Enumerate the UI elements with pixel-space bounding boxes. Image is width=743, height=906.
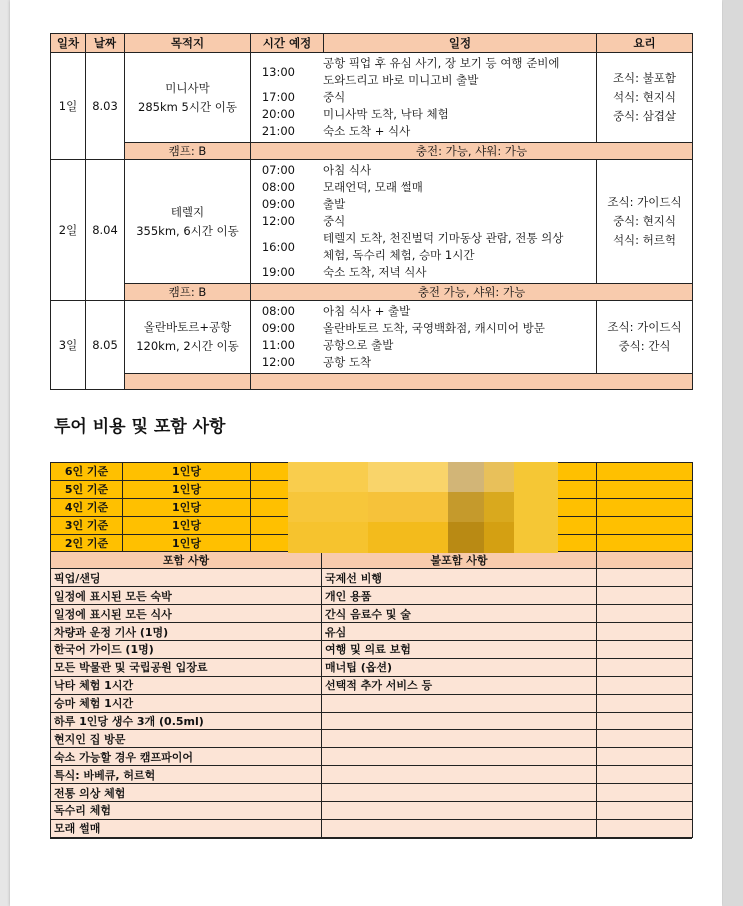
inclusion-row [51, 658, 693, 676]
camp-row [51, 284, 693, 301]
destination-name: 올란바토르+공항 [143, 320, 232, 334]
inclusion-row [51, 676, 693, 694]
schedule-time: 08:00 [261, 180, 295, 194]
blank-cell [251, 374, 693, 390]
schedule-time: 13:00 [261, 64, 295, 79]
destination-name: 미니사막 [165, 80, 210, 95]
schedule-line [251, 89, 596, 106]
excluded-item: 매너팁 (옵션) [322, 658, 597, 676]
schedule-line [251, 264, 596, 281]
header-day: 일차 [51, 34, 86, 53]
empty-cell [597, 730, 693, 748]
excluded-item: 선택적 추가 서비스 등 [322, 676, 597, 694]
schedule-time: 07:00 [261, 163, 295, 177]
price-basis: 3인 기준 [51, 516, 123, 534]
empty-cell [597, 676, 693, 694]
activity-text: 중식 [323, 214, 346, 228]
inclusion-row [51, 766, 693, 784]
destination-cell [125, 301, 251, 374]
price-unit: 1인당 [123, 534, 251, 552]
excluded-item [322, 694, 597, 712]
included-header: 포함 사항 [51, 552, 322, 569]
empty-cell [597, 569, 693, 587]
inclusion-row [51, 712, 693, 730]
schedule-time: 20:00 [261, 107, 295, 121]
schedule-line [251, 337, 596, 354]
inclusion-row [51, 605, 693, 623]
included-item: 현지인 집 방문 [51, 730, 322, 748]
activity-text: 올란바토르 도착, 국영백화점, 캐시미어 방문 [323, 321, 545, 335]
excluded-item [322, 712, 597, 730]
schedule-line [251, 303, 596, 320]
blank-row [51, 374, 693, 390]
header-meals: 요리 [597, 34, 693, 53]
itinerary-header-row [51, 34, 693, 53]
schedule-line [251, 354, 596, 371]
meal-item: 조식: 가이드식 [607, 195, 682, 209]
date-cell: 8.03 [86, 53, 125, 160]
schedule-time: 12:00 [261, 355, 295, 369]
blank-cell [125, 374, 251, 390]
inclusion-row [51, 587, 693, 605]
tour-cost-title: 투어 비용 및 포함 사항 [54, 417, 226, 437]
activity-text: 숙소 도착 + 식사 [323, 124, 411, 138]
meals-cell [597, 160, 693, 284]
inclusion-header-row [51, 552, 693, 569]
empty-cell [597, 748, 693, 766]
meal-item: 중식: 간식 [618, 339, 671, 353]
inclusion-row [51, 819, 693, 837]
day-cell: 3일 [51, 301, 86, 390]
schedule-line [251, 106, 596, 123]
empty-cell [597, 712, 693, 730]
header-time: 시간 예정 [251, 34, 324, 53]
activity-text: 미니사막 도착, 낙타 체험 [323, 107, 449, 121]
price-value [597, 463, 693, 481]
empty-cell [597, 784, 693, 802]
empty-cell [597, 658, 693, 676]
blurred-price-area [288, 462, 558, 553]
inclusion-row [51, 694, 693, 712]
price-basis: 2인 기준 [51, 534, 123, 552]
empty-cell [597, 641, 693, 659]
included-item: 일정에 표시된 모든 숙박 [51, 587, 322, 605]
schedule-time: 21:00 [261, 124, 295, 138]
schedule-time: 17:00 [261, 90, 295, 104]
schedule-line [251, 230, 596, 264]
meals-cell [597, 301, 693, 374]
destination-distance: 355km, 6시간 이동 [136, 223, 239, 238]
price-value [597, 516, 693, 534]
price-value [597, 534, 693, 552]
inclusion-row [51, 730, 693, 748]
destination-name: 테렐지 [170, 204, 205, 219]
schedule-line [251, 162, 596, 179]
price-unit: 1인당 [123, 480, 251, 498]
inclusion-row [51, 748, 693, 766]
meals-cell [597, 53, 693, 143]
activity-text: 공항 픽업 후 유심 사기, 장 보기 등 여행 준비에 [323, 56, 560, 70]
schedule-time: 19:00 [261, 265, 295, 279]
price-value [597, 480, 693, 498]
schedule-line [251, 320, 596, 337]
included-item: 일정에 표시된 모든 식사 [51, 605, 322, 623]
empty-header [597, 552, 693, 569]
schedule-line [251, 179, 596, 196]
price-basis: 5인 기준 [51, 480, 123, 498]
excluded-item: 개인 용품 [322, 587, 597, 605]
empty-cell [597, 587, 693, 605]
excluded-item [322, 784, 597, 802]
schedule-line [251, 196, 596, 213]
included-item: 전통 의상 체험 [51, 784, 322, 802]
excluded-item: 여행 및 의료 보험 [322, 641, 597, 659]
schedule-cell [251, 53, 597, 143]
schedule-time: 09:00 [261, 197, 295, 211]
included-item: 한국어 가이드 (1명) [51, 641, 322, 659]
price-unit: 1인당 [123, 463, 251, 481]
meal-item: 석식: 허르헉 [612, 233, 677, 247]
meal-item: 조식: 가이드식 [607, 320, 682, 334]
schedule-time: 12:00 [261, 214, 295, 228]
day-cell: 2일 [51, 160, 86, 301]
header-destination: 목적지 [125, 34, 251, 53]
price-basis: 6인 기준 [51, 463, 123, 481]
schedule-line [251, 55, 596, 89]
inclusion-row [51, 569, 693, 587]
camp-cell: 캠프: B [125, 143, 251, 160]
included-item: 하루 1인당 생수 3개 (0.5ml) [51, 712, 322, 730]
empty-cell [597, 623, 693, 641]
activity-text: 테렐지 도착, 천진벌덕 기마동상 관람, 전통 의상 [323, 231, 564, 245]
excluded-item [322, 802, 597, 820]
date-cell: 8.04 [86, 160, 125, 301]
price-unit: 1인당 [123, 498, 251, 516]
included-item: 모든 박물관 및 국립공원 입장료 [51, 658, 322, 676]
page-edge [723, 0, 743, 906]
day-row [51, 53, 693, 143]
excluded-item [322, 819, 597, 837]
excluded-item [322, 730, 597, 748]
schedule-activity [323, 55, 596, 89]
inclusion-list [51, 569, 693, 837]
inclusion-row [51, 784, 693, 802]
schedule-time: 09:00 [261, 321, 295, 335]
included-item: 특식: 바베큐, 허르헉 [51, 766, 322, 784]
excluded-item: 간식 음료수 및 술 [322, 605, 597, 623]
destination-cell [125, 53, 251, 143]
excluded-item: 유심 [322, 623, 597, 641]
activity-text: 중식 [323, 90, 346, 104]
schedule-cell [251, 160, 597, 284]
meal-item: 석식: 현지식 [612, 90, 677, 104]
meal-item: 중식: 삼겹살 [612, 109, 677, 123]
day-cell: 1일 [51, 53, 86, 160]
empty-cell [597, 819, 693, 837]
destination-cell [125, 160, 251, 284]
activity-text: 체험, 독수리 체험, 승마 1시간 [323, 248, 475, 262]
schedule-line [251, 123, 596, 140]
included-item: 승마 체험 1시간 [51, 694, 322, 712]
inclusion-row [51, 641, 693, 659]
table-bottom-border [50, 837, 692, 839]
activity-text: 공항 도착 [323, 355, 372, 369]
activity-text: 아침 식사 [323, 163, 372, 177]
included-item: 픽업/샌딩 [51, 569, 322, 587]
destination-distance: 285km 5시간 이동 [138, 99, 237, 114]
activity-text: 아침 식사 + 출발 [323, 304, 411, 318]
included-item: 숙소 가능할 경우 캠프파이어 [51, 748, 322, 766]
facilities-cell: 충전 가능, 샤워: 가능 [251, 284, 693, 301]
day-row [51, 301, 693, 374]
schedule-time: 11:00 [261, 338, 295, 352]
empty-cell [597, 605, 693, 623]
included-item: 낙타 체험 1시간 [51, 676, 322, 694]
day-row [51, 160, 693, 284]
schedule-time: 08:00 [261, 304, 295, 318]
excluded-header: 불포함 사항 [322, 552, 597, 569]
price-unit: 1인당 [123, 516, 251, 534]
activity-text: 숙소 도착, 저녁 식사 [323, 265, 427, 279]
schedule-time: 16:00 [261, 239, 295, 254]
included-item: 차량과 운정 기사 (1명) [51, 623, 322, 641]
price-value [597, 498, 693, 516]
empty-cell [597, 694, 693, 712]
schedule-line [251, 213, 596, 230]
included-item: 모래 썰매 [51, 819, 322, 837]
itinerary-table [50, 33, 693, 390]
meal-item: 중식: 현지식 [612, 214, 677, 228]
inclusion-row [51, 802, 693, 820]
camp-row [51, 143, 693, 160]
schedule-activity [323, 230, 596, 264]
inclusion-row [51, 623, 693, 641]
excluded-item [322, 748, 597, 766]
meal-item: 조식: 불포함 [612, 71, 677, 85]
excluded-item [322, 766, 597, 784]
schedule-cell [251, 301, 597, 374]
facilities-cell: 충전: 가능, 샤워: 가능 [251, 143, 693, 160]
price-basis: 4인 기준 [51, 498, 123, 516]
destination-distance: 120km, 2시간 이동 [136, 339, 239, 353]
included-item: 독수리 체험 [51, 802, 322, 820]
activity-text: 도와드리고 바로 미니고비 출발 [323, 73, 479, 87]
activity-text: 공항으로 출발 [323, 338, 394, 352]
empty-cell [597, 802, 693, 820]
activity-text: 출발 [323, 197, 346, 211]
excluded-item: 국제선 비행 [322, 569, 597, 587]
empty-cell [597, 766, 693, 784]
header-schedule: 일정 [324, 34, 597, 53]
camp-cell: 캠프: B [125, 284, 251, 301]
header-date: 날짜 [86, 34, 125, 53]
date-cell: 8.05 [86, 301, 125, 390]
activity-text: 모래언덕, 모래 썰매 [323, 180, 423, 194]
